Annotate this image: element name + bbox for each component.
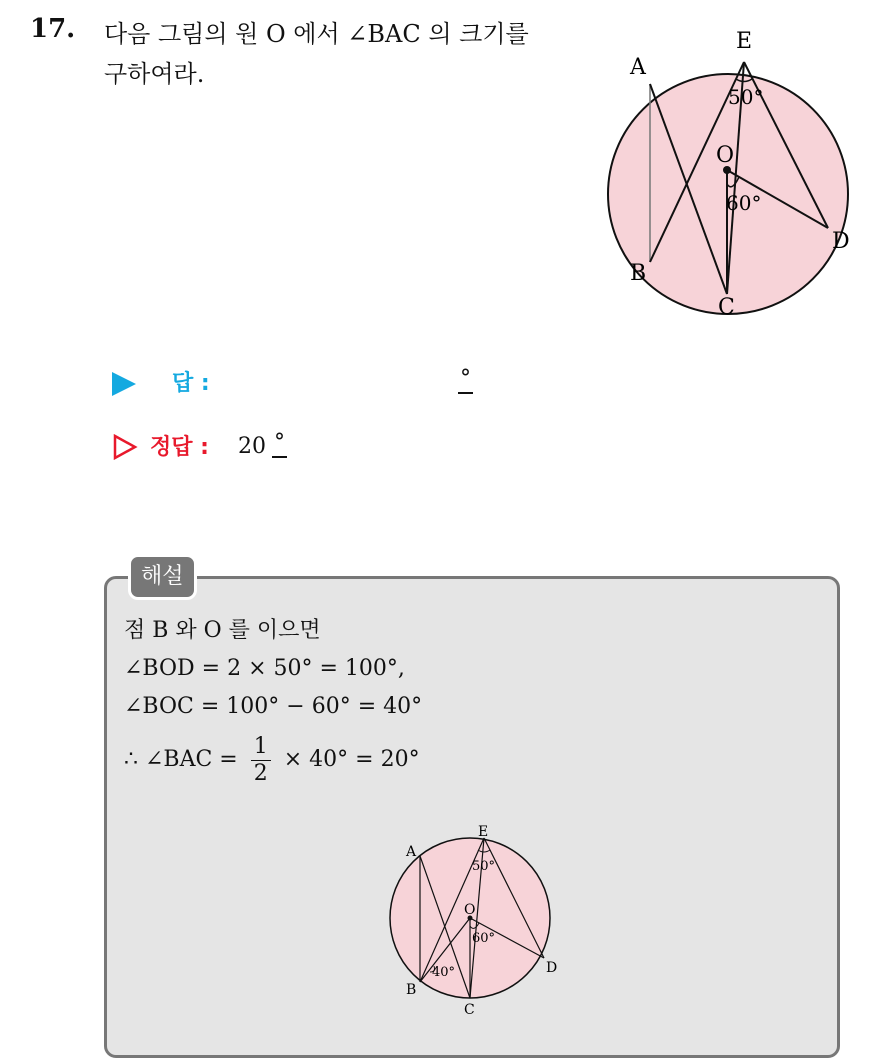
explanation-line2: ∠BOD = 2 × 50° = 100°, (124, 656, 405, 681)
answer-label: 답 : (172, 371, 210, 396)
explanation-line3: ∠BOC = 100° − 60° = 40° (124, 694, 423, 719)
question-number: 17. (30, 14, 76, 44)
circle-figure (590, 22, 860, 322)
fraction-denominator: 2 (253, 760, 268, 786)
question-text-line2: 구하여라. (104, 60, 205, 88)
fraction (251, 734, 271, 787)
label-o-small: O (464, 902, 476, 918)
label-c: C (718, 295, 735, 320)
label-b-small: B (406, 982, 417, 998)
label-d: D (832, 229, 850, 254)
label-e-small: E (478, 824, 489, 840)
label-a: A (630, 55, 646, 80)
label-e: E (736, 29, 753, 54)
question-text-line1: 다음 그림의 원 O 에서 ∠BAC 의 크기를 (104, 20, 529, 48)
answer-unit: ° (458, 366, 473, 394)
angle-b-label-small: 40° (432, 965, 456, 980)
correct-arrow-icon (112, 434, 138, 460)
answer-arrow-icon (112, 372, 136, 396)
explanation-line4-suffix: × 40° = 20° (283, 747, 420, 772)
explanation-line4 (124, 730, 422, 790)
label-b: B (630, 261, 647, 286)
explanation-tab: 해설 (128, 554, 197, 600)
label-o: O (716, 143, 735, 168)
correct-unit: ° (272, 430, 287, 458)
explanation-figure (384, 822, 564, 1022)
answer-row (108, 366, 708, 402)
correct-answer-row (108, 430, 708, 466)
explanation-line4-prefix: ∴ ∠BAC = (124, 747, 238, 772)
explanation-text (124, 612, 422, 790)
correct-value: 20 (238, 434, 266, 459)
angle-e-label-small: 50° (472, 859, 496, 874)
angle-o-label-small: 60° (472, 931, 496, 946)
explanation-line1: 점 B 와 O 를 이으면 (124, 618, 321, 643)
label-c-small: C (464, 1002, 475, 1018)
question-text (104, 14, 584, 94)
fraction-numerator: 1 (251, 734, 271, 761)
angle-e-label: 50° (728, 85, 764, 109)
label-a-small: A (406, 844, 417, 860)
angle-o-label: 60° (726, 191, 762, 215)
correct-label: 정답 : (150, 435, 209, 460)
label-d-small: D (546, 960, 558, 976)
